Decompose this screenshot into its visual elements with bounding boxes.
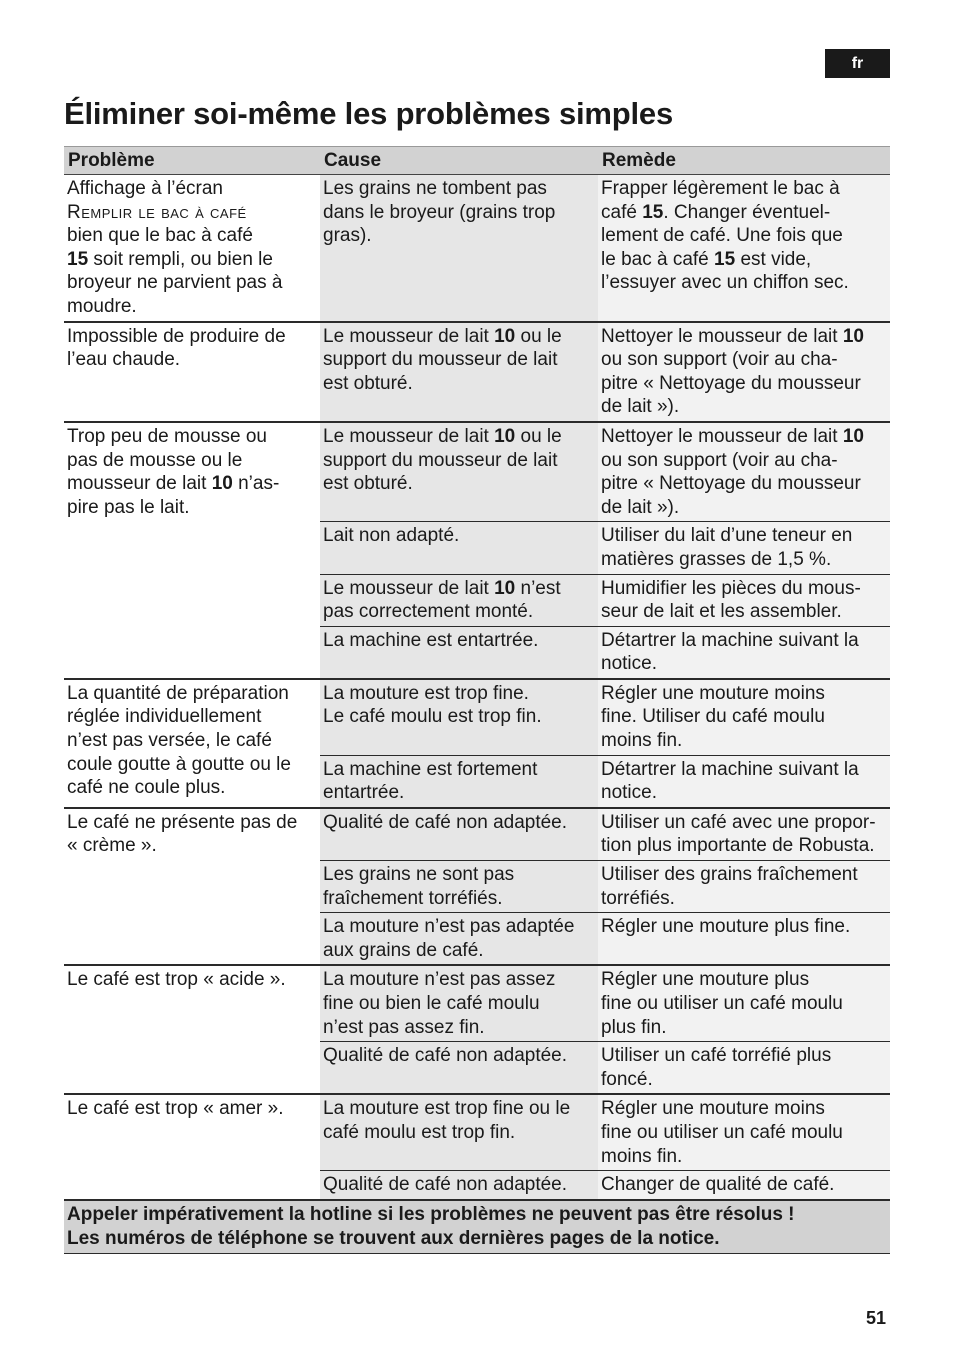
cell-text: n’est [515, 577, 561, 599]
cell-text: café ne coule plus. [67, 777, 226, 799]
problem-cell [64, 1094, 320, 1199]
problem-cell [64, 175, 320, 322]
cell-text: support du mousseur de lait [323, 349, 558, 371]
cell-text: Nettoyer le mousseur de lait [601, 425, 843, 447]
page-number: 51 [866, 1308, 887, 1328]
cell-text: café [601, 201, 643, 223]
cell-text: La mouture est trop fine ou le [323, 1098, 571, 1120]
problem-cell [64, 679, 320, 808]
cell-text: Trop peu de mousse ou [67, 425, 267, 447]
cell-text: Les grains ne sont pas [323, 864, 515, 886]
cell-text: Qualité de café non adaptée. [323, 1045, 568, 1067]
cell-text: Qualité de café non adaptée. [323, 1174, 568, 1196]
cause-cell [320, 574, 598, 626]
cell-text: broyeur ne parvient pas à [67, 272, 283, 294]
cell-text: fine ou utiliser un café moulu [601, 1121, 843, 1143]
cell-text: Le café moulu est trop fin. [323, 706, 542, 728]
cause-cell [320, 626, 598, 679]
cell-text: pitre « Nettoyage du mousseur [601, 473, 861, 495]
cell-text: l’essuyer avec un chiffon sec. [601, 272, 849, 294]
cell-text: . Changer éventuel- [663, 201, 831, 223]
display-message: Remplir le bac à café [67, 201, 247, 223]
cell-text: est obturé. [323, 372, 413, 394]
part-number: 15 [642, 201, 664, 223]
part-number: 10 [494, 325, 516, 347]
cell-text: réglée individuellement [67, 706, 262, 728]
cell-text: Le café est trop « acide ». [67, 969, 286, 991]
cell-text: plus fin. [601, 1016, 667, 1038]
remedy-cell [598, 1171, 890, 1200]
cell-text: le bac à café [601, 248, 715, 270]
remedy-cell [598, 861, 890, 913]
part-number: 15 [714, 248, 736, 270]
cell-text: La mouture n’est pas assez [323, 969, 556, 991]
problem-cell [64, 965, 320, 1094]
remedy-cell [598, 626, 890, 679]
cell-text: pas correctement monté. [323, 601, 534, 623]
cell-text: support du mousseur de lait [323, 449, 558, 471]
part-number: 10 [494, 425, 516, 447]
header-cause: Cause [320, 147, 598, 175]
cell-text: notice. [601, 782, 657, 804]
cell-text: Lait non adapté. [323, 525, 460, 547]
language-badge: fr [825, 49, 890, 78]
cause-cell [320, 175, 598, 322]
cause-cell [320, 808, 598, 861]
page-title: Éliminer soi-même les problèmes simples [64, 96, 674, 131]
cell-text: Le café ne présente pas de [67, 811, 298, 833]
cell-text: de lait »). [601, 496, 680, 518]
cell-text: La mouture n’est pas adaptée [323, 916, 575, 938]
hotline-note-line: Appeler impérativement la hotline si les problèmes ne peuvent pas être résolus ! [67, 1203, 795, 1225]
cell-text: Détartrer la machine suivant la [601, 758, 859, 780]
cell-text: Qualité de café non adaptée. [323, 811, 568, 833]
cell-text: Le café est trop « amer ». [67, 1098, 284, 1120]
cell-text: est obturé. [323, 473, 413, 495]
cell-text: Régler une mouture plus [601, 969, 810, 991]
cause-cell [320, 861, 598, 913]
cell-text: Affichage à l’écran [67, 178, 223, 199]
problem-cell [64, 322, 320, 422]
cell-text: Nettoyer le mousseur de lait [601, 325, 843, 347]
cell-text: ou son support (voir au cha- [601, 449, 838, 471]
cell-text: La machine est fortement [323, 758, 538, 780]
cause-cell [320, 1094, 598, 1170]
remedy-cell [598, 422, 890, 522]
cell-text: Le mousseur de lait [323, 425, 495, 447]
remedy-cell [598, 755, 890, 808]
hotline-note-line: Les numéros de téléphone se trouvent aux dernières pages de la notice. [67, 1227, 720, 1249]
table-body [64, 175, 890, 1200]
cause-cell [320, 522, 598, 574]
table-row [64, 808, 890, 861]
part-number: 15 [67, 248, 89, 270]
remedy-cell [598, 913, 890, 966]
cause-cell [320, 1171, 598, 1200]
cause-cell [320, 679, 598, 755]
part-number: 10 [842, 325, 864, 347]
remedy-cell [598, 175, 890, 322]
cell-text: n’as- [232, 473, 280, 495]
problem-cell [64, 808, 320, 966]
cell-text: pitre « Nettoyage du mousseur [601, 372, 861, 394]
cell-text: tion plus importante de Robusta. [601, 835, 875, 857]
cell-text: fine. Utiliser du café moulu [601, 706, 825, 728]
cell-text: pas de mousse ou le [67, 449, 243, 471]
cell-text: Le mousseur de lait [323, 325, 495, 347]
cell-text: Impossible de produire de [67, 325, 286, 347]
cell-text: torréfiés. [601, 887, 675, 909]
cell-text: Frapper légèrement le bac à [601, 178, 840, 199]
cell-text: ou le [515, 325, 562, 347]
cell-text: ou son support (voir au cha- [601, 349, 838, 371]
footer-row [64, 1200, 890, 1254]
problem-cell [64, 422, 320, 679]
cell-text: café moulu est trop fin. [323, 1121, 516, 1143]
part-number: 10 [842, 425, 864, 447]
remedy-cell [598, 522, 890, 574]
cell-text: Humidifier les pièces du mous- [601, 577, 861, 599]
cell-text: Régler une mouture moins [601, 1098, 825, 1120]
cell-text: pire pas le lait. [67, 496, 190, 518]
cell-text: foncé. [601, 1068, 653, 1090]
cell-text: moins fin. [601, 730, 683, 752]
cell-text: moudre. [67, 295, 137, 317]
cell-text: de lait »). [601, 396, 680, 418]
cell-text: entartrée. [323, 782, 405, 804]
remedy-cell [598, 1094, 890, 1170]
cell-text: Les grains ne tombent pas [323, 178, 547, 199]
cell-text: Changer de qualité de café. [601, 1174, 835, 1196]
cell-text: mousseur de lait [67, 473, 212, 495]
cell-text: notice. [601, 653, 657, 675]
cell-text: « crème ». [67, 835, 157, 857]
cell-text: matières grasses de 1,5 %. [601, 548, 832, 570]
remedy-cell [598, 322, 890, 422]
cell-text: Le mousseur de lait [323, 577, 495, 599]
cell-text: La mouture est trop fine. [323, 682, 529, 704]
table-row [64, 322, 890, 422]
cell-text: La machine est entartrée. [323, 629, 539, 651]
table-row [64, 679, 890, 755]
cell-text: Utiliser un café avec une propor- [601, 811, 876, 833]
cell-text: ou le [515, 425, 562, 447]
cell-text: Régler une mouture moins [601, 682, 825, 704]
remedy-cell [598, 1042, 890, 1095]
cause-cell [320, 422, 598, 522]
troubleshooting-table [64, 146, 890, 1254]
cell-text: fine ou bien le café moulu [323, 993, 540, 1014]
table-row [64, 175, 890, 322]
cell-text: fine ou utiliser un café moulu [601, 993, 843, 1014]
cell-text: soit rempli, ou bien le [88, 248, 273, 270]
remedy-cell [598, 965, 890, 1041]
hotline-note [64, 1200, 890, 1254]
cause-cell [320, 1042, 598, 1095]
table-row [64, 422, 890, 522]
cell-text: moins fin. [601, 1145, 683, 1167]
cell-text: Utiliser des grains fraîchement [601, 864, 858, 886]
cell-text: l’eau chaude. [67, 349, 181, 371]
table-row [64, 965, 890, 1041]
cause-cell [320, 965, 598, 1041]
cell-text: Utiliser du lait d’une teneur en [601, 525, 853, 547]
cell-text: dans le broyeur (grains trop [323, 201, 556, 223]
part-number: 10 [494, 577, 516, 599]
remedy-cell [598, 679, 890, 755]
cell-text: bien que le bac à café [67, 225, 253, 247]
cell-text: n’est pas assez fin. [323, 1016, 485, 1038]
cell-text: Régler une mouture plus fine. [601, 916, 851, 938]
cell-text: gras). [323, 225, 372, 247]
cell-text: Utiliser un café torréfié plus [601, 1045, 832, 1067]
cause-cell [320, 913, 598, 966]
cell-text: fraîchement torréfiés. [323, 887, 503, 909]
cell-text: seur de lait et les assembler. [601, 601, 842, 623]
cell-text: est vide, [735, 248, 812, 270]
remedy-cell [598, 574, 890, 626]
part-number: 10 [211, 473, 233, 495]
remedy-cell [598, 808, 890, 861]
cell-text: lement de café. Une fois que [601, 225, 843, 247]
header-problem: Problème [64, 147, 320, 175]
cause-cell [320, 755, 598, 808]
cell-text: aux grains de café. [323, 939, 484, 961]
cell-text: n’est pas versée, le café [67, 730, 272, 752]
header-remedy: Remède [598, 147, 890, 175]
table-header-row [64, 147, 890, 175]
table-row [64, 1094, 890, 1170]
cell-text: La quantité de préparation [67, 682, 289, 704]
cell-text: Détartrer la machine suivant la [601, 629, 859, 651]
cell-text: coule goutte à goutte ou le [67, 753, 291, 775]
cause-cell [320, 322, 598, 422]
